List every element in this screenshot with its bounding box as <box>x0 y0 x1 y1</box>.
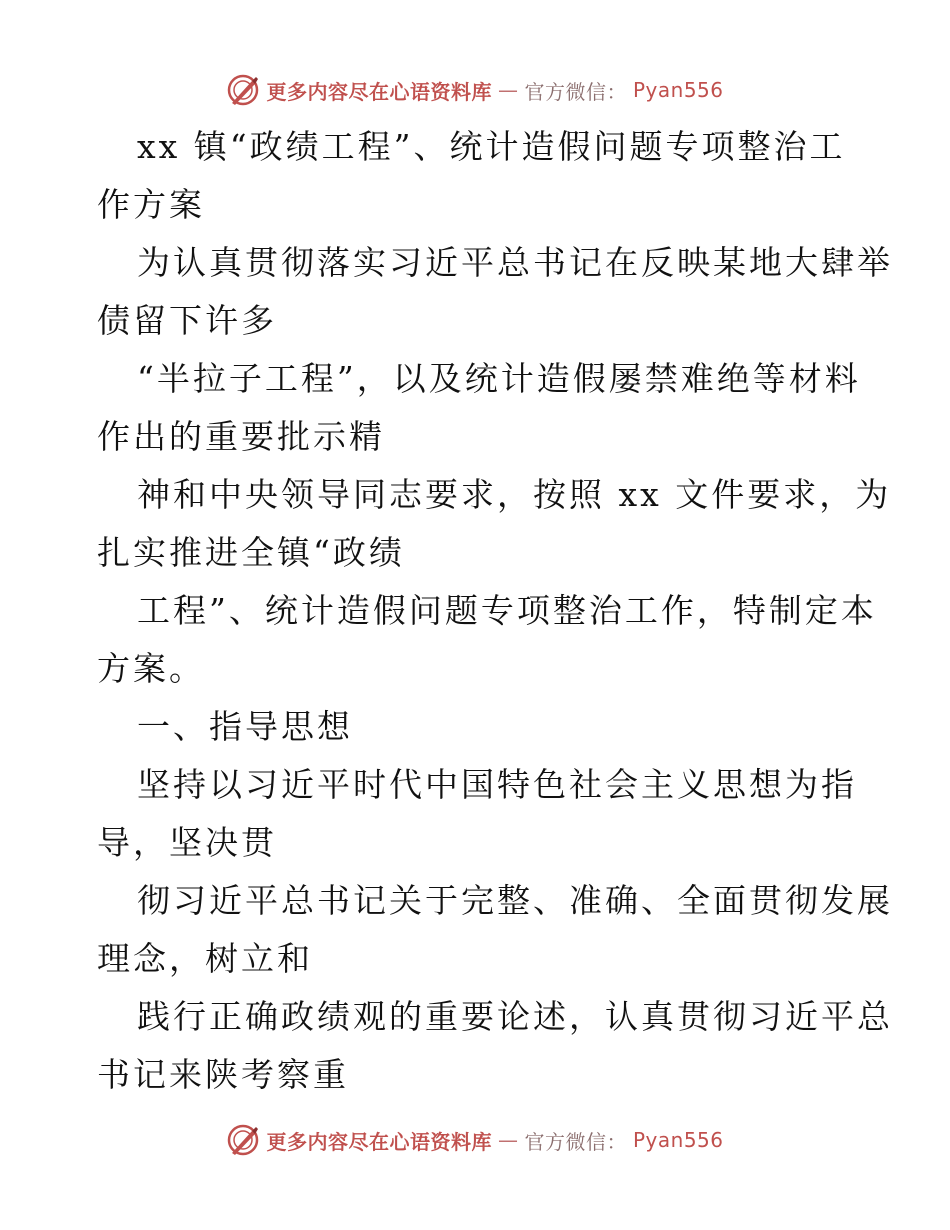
watermark-wechat-label: 官方微信： <box>524 79 627 104</box>
watermark-dash: — <box>497 1128 519 1152</box>
watermark-main-text: 更多内容尽在心语资料库 <box>266 79 492 104</box>
text-line: 书记来陕考察重 <box>97 1055 349 1094</box>
logo-icon <box>226 73 260 107</box>
text-line: “半拉子工程”，以及统计造假屡禁难绝等材料 <box>137 359 861 398</box>
text-line: 神和中央领导同志要求，按照 xx 文件要求，为 <box>137 475 892 514</box>
text-line: 方案。 <box>97 649 205 688</box>
text-line: 扎实推进全镇“政绩 <box>97 533 405 572</box>
text-line: 彻习近平总书记关于完整、准确、全面贯彻发展 <box>137 881 893 920</box>
text-line: 践行正确政绩观的重要论述，认真贯彻习近平总 <box>137 997 893 1036</box>
text-line: 坚持以习近平时代中国特色社会主义思想为指 <box>137 765 857 804</box>
watermark-wechat-id: Pyan556 <box>632 1128 724 1152</box>
logo-icon <box>226 1123 260 1157</box>
text-line: 为认真贯彻落实习近平总书记在反映某地大肆举 <box>137 243 893 282</box>
watermark-dash: — <box>497 78 519 102</box>
text-line: 一、指导思想 <box>137 707 353 746</box>
watermark-wechat-id: Pyan556 <box>632 78 724 102</box>
text-line: 债留下许多 <box>97 301 277 340</box>
text-line: 工程”、统计造假问题专项整治工作，特制定本 <box>137 591 877 630</box>
watermark-wechat-label: 官方微信： <box>524 1129 627 1154</box>
text-line: 导，坚决贯 <box>97 823 277 862</box>
text-line: 作方案 <box>97 185 205 224</box>
footer-watermark <box>0 1120 950 1160</box>
header-watermark <box>0 70 950 110</box>
document-body <box>97 118 893 1104</box>
watermark-main-text: 更多内容尽在心语资料库 <box>266 1129 492 1154</box>
text-line: 理念，树立和 <box>97 939 313 978</box>
text-line: xx 镇“政绩工程”、统计造假问题专项整治工 <box>137 127 846 166</box>
text-line: 作出的重要批示精 <box>97 417 385 456</box>
